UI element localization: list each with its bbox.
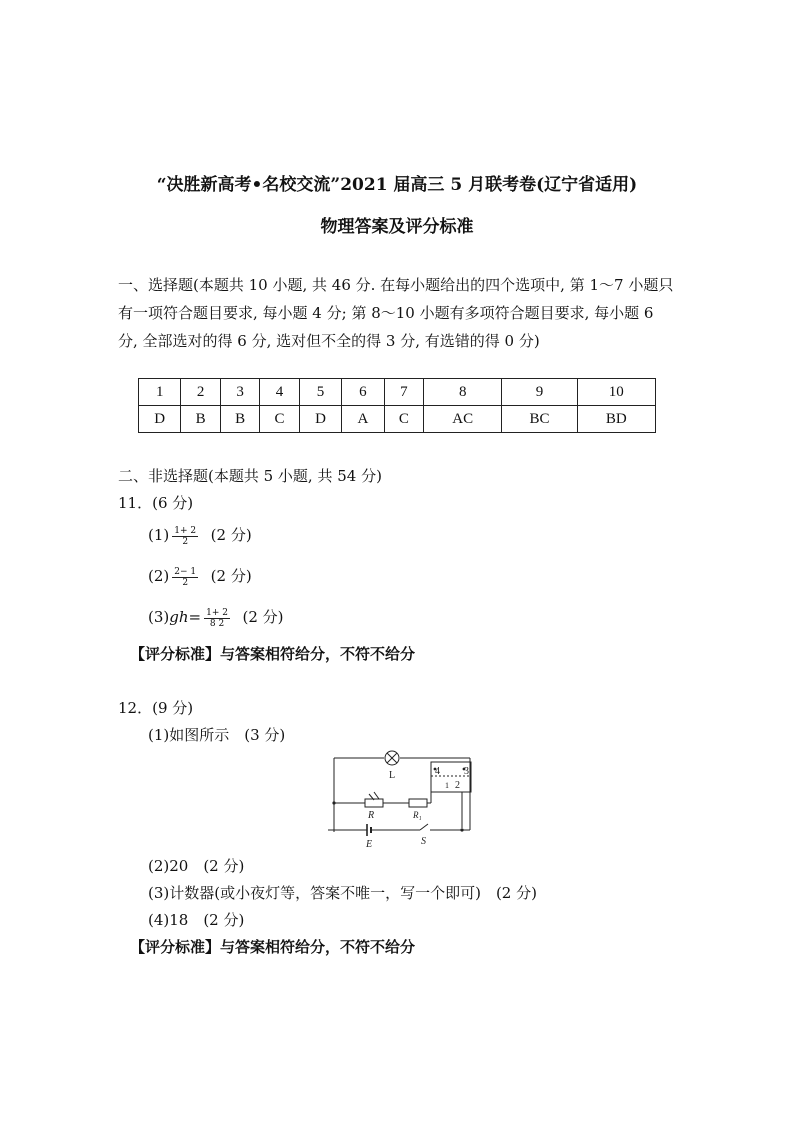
photoresistor-r: [365, 799, 383, 807]
q11-part3-fraction: [204, 608, 230, 629]
circuit-diagram: [325, 744, 497, 852]
lamp-label: L: [389, 770, 396, 781]
photoresistor-label: R: [368, 810, 375, 821]
section1-text-line2: 有一项符合题目要求, 每小题 4 分; 第 8～10 小题有多项符合题目要求, 每小题 6: [118, 304, 654, 322]
q12-part3: (3)计数器(或小夜灯等，答案不唯一，写一个即可) (2 分): [148, 884, 537, 902]
section2-heading: 二、非选择题(本题共 5 小题, 共 54 分): [118, 467, 382, 485]
answer-cell: D: [299, 406, 341, 433]
q11-part2: [148, 565, 252, 588]
question-number-cell: 4: [260, 379, 299, 406]
answer-cell: AC: [424, 406, 502, 433]
question-number-cell: 10: [577, 379, 655, 406]
question-number-cell: 7: [384, 379, 423, 406]
q11-part2-denominator: 2: [182, 577, 189, 588]
relay-terminal-3: 3: [464, 766, 469, 777]
answer-table: [138, 378, 656, 433]
question-number-cell: 9: [502, 379, 577, 406]
q11-part3: [148, 606, 284, 629]
relay-terminal-2: 2: [455, 780, 460, 791]
q11-part3-variable: gh: [169, 608, 189, 626]
q11-scoring-note: 【评分标准】与答案相符给分，不符不给分: [130, 645, 416, 663]
q12-part2: (2)20 (2 分): [148, 857, 245, 875]
q11-part2-fraction: [172, 567, 198, 588]
answer-cell: B: [220, 406, 259, 433]
q12-label: 12．(9 分): [118, 699, 194, 717]
answer-cell: BC: [502, 406, 577, 433]
battery-label: E: [366, 839, 373, 850]
junction-dot: [460, 828, 463, 831]
q11-part1-fraction: [172, 526, 198, 547]
q12-part4: (4)18 (2 分): [148, 911, 245, 929]
resistor-r1: [409, 799, 427, 807]
q11-part1-score: (2 分): [210, 526, 252, 544]
switch-blade: [420, 824, 428, 830]
q11-part3-score: (2 分): [242, 608, 284, 626]
resistor-r1-label: R₁: [413, 810, 422, 820]
q11-part2-score: (2 分): [210, 567, 252, 585]
relay-terminal-1: 1: [445, 781, 449, 790]
q11-part3-denominator: 8 2: [209, 618, 225, 629]
section1-text-line3: 分, 全部选对的得 6 分, 选对但不全的得 3 分, 有选错的得 0 分): [118, 332, 540, 350]
q11-part3-prefix: (3): [148, 608, 170, 626]
q11-part1-denominator: 2: [182, 536, 189, 547]
question-number-cell: 6: [342, 379, 384, 406]
q11-part2-numerator: 2− 1: [174, 566, 197, 577]
q11-label: 11．(6 分): [118, 494, 194, 512]
q11-part2-prefix: (2): [148, 567, 170, 585]
answer-table-answer-row: [139, 406, 656, 433]
question-number-cell: 3: [220, 379, 259, 406]
q11-part1-numerator: 1+ 2: [174, 525, 197, 536]
junction-dot: [332, 801, 335, 804]
answer-table-number-row: [139, 379, 656, 406]
q11-part1-prefix: (1): [148, 526, 170, 544]
light-arrow-b: [374, 792, 379, 799]
q12-part1: (1)如图所示 (3 分): [148, 726, 286, 744]
answer-cell: B: [181, 406, 220, 433]
answer-cell: A: [342, 406, 384, 433]
q11-part3-equals: =: [188, 608, 202, 626]
switch-label: S: [421, 836, 426, 847]
question-number-cell: 8: [424, 379, 502, 406]
answer-cell: D: [139, 406, 181, 433]
q11-part1: [148, 524, 252, 547]
answer-cell: C: [260, 406, 299, 433]
answer-cell: C: [384, 406, 423, 433]
relay-terminal-4: 4: [435, 766, 440, 777]
q11-part3-numerator: 1+ 2: [206, 607, 228, 618]
q12-scoring-note: 【评分标准】与答案相符给分，不符不给分: [130, 938, 416, 956]
section1-text-line1: 一、选择题(本题共 10 小题, 共 46 分. 在每小题给出的四个选项中, 第 1～7 小题只: [118, 276, 674, 294]
answer-cell: BD: [577, 406, 655, 433]
question-number-cell: 1: [139, 379, 181, 406]
question-number-cell: 2: [181, 379, 220, 406]
question-number-cell: 5: [299, 379, 341, 406]
page-title: “决胜新高考•名校交流”2021 届高三 5 月联考卷(辽宁省适用): [156, 175, 638, 195]
page-subtitle: 物理答案及评分标准: [320, 217, 474, 237]
